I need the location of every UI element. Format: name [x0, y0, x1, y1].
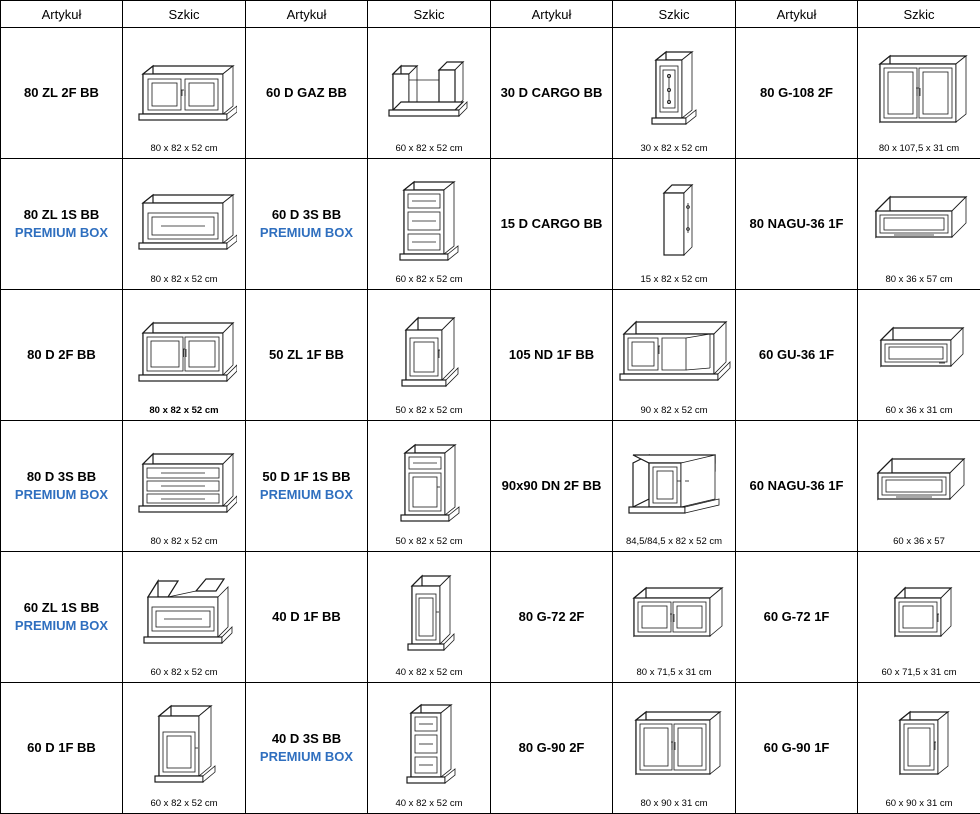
dimension-label: 30 x 82 x 52 cm [640, 144, 707, 159]
cabinet-drawing-icon [368, 34, 490, 144]
product-sketch [858, 290, 980, 421]
product-sketch [858, 552, 980, 683]
premium-box-label: PREMIUM BOX [1, 224, 122, 242]
product-name [246, 159, 368, 290]
dimension-label: 80 x 71,5 x 31 cm [637, 668, 712, 683]
product-name [246, 683, 368, 814]
dimension-label: 60 x 82 x 52 cm [395, 275, 462, 290]
product-code: 50 D 1F 1S BB [262, 469, 350, 484]
premium-box-label: PREMIUM BOX [1, 486, 122, 504]
product-code: 80 ZL 2F BB [24, 85, 99, 100]
table-header-row [1, 1, 980, 28]
cabinet-drawing-icon [368, 689, 490, 799]
cabinet-drawing-icon [858, 689, 980, 799]
product-sketch [858, 421, 980, 552]
cabinet-drawing-icon [613, 34, 735, 144]
table-row [1, 159, 980, 290]
product-name [1, 28, 123, 159]
product-sketch [613, 28, 736, 159]
column-header-article-1: Artykuł [1, 1, 123, 28]
column-header-sketch-3: Szkic [613, 1, 736, 28]
product-name [491, 290, 613, 421]
table-row [1, 421, 980, 552]
product-name [491, 421, 613, 552]
product-code: 60 G-72 1F [764, 609, 830, 624]
cabinet-drawing-icon [123, 165, 245, 275]
product-sketch [613, 159, 736, 290]
product-sketch [123, 683, 246, 814]
dimension-label: 60 x 82 x 52 cm [150, 668, 217, 683]
product-code: 80 D 2F BB [27, 347, 96, 362]
product-name [1, 552, 123, 683]
dimension-label: 50 x 82 x 52 cm [395, 406, 462, 421]
dimension-label: 40 x 82 x 52 cm [395, 668, 462, 683]
product-code: 80 ZL 1S BB [24, 207, 100, 222]
dimension-label: 80 x 82 x 52 cm [150, 275, 217, 290]
product-name [1, 290, 123, 421]
premium-box-label: PREMIUM BOX [246, 748, 367, 766]
product-name [1, 159, 123, 290]
cabinet-drawing-icon [613, 558, 735, 668]
product-name [736, 159, 858, 290]
dimension-label: 84,5/84,5 x 82 x 52 cm [626, 537, 722, 552]
product-name [246, 552, 368, 683]
cabinet-drawing-icon [368, 427, 490, 537]
dimension-label: 80 x 36 x 57 cm [885, 275, 952, 290]
premium-box-label: PREMIUM BOX [1, 617, 122, 635]
cabinet-drawing-icon [613, 165, 735, 275]
cabinet-drawing-icon [858, 165, 980, 275]
product-sketch [858, 683, 980, 814]
premium-box-label: PREMIUM BOX [246, 486, 367, 504]
product-code: 90x90 DN 2F BB [502, 478, 602, 493]
column-header-sketch-4: Szkic [858, 1, 980, 28]
cabinet-drawing-icon [368, 165, 490, 275]
product-name [736, 28, 858, 159]
dimension-label: 60 x 36 x 31 cm [885, 406, 952, 421]
product-code: 60 D 1F BB [27, 740, 96, 755]
cabinet-drawing-icon [858, 558, 980, 668]
dimension-label: 80 x 82 x 52 cm [149, 406, 218, 421]
cabinet-drawing-icon [613, 427, 735, 537]
product-code: 80 D 3S BB [27, 469, 96, 484]
product-sketch [613, 552, 736, 683]
product-name [1, 683, 123, 814]
product-code: 60 G-90 1F [764, 740, 830, 755]
dimension-label: 60 x 36 x 57 [893, 537, 945, 552]
product-code: 40 D 3S BB [272, 731, 341, 746]
product-name [736, 552, 858, 683]
dimension-label: 60 x 71,5 x 31 cm [882, 668, 957, 683]
column-header-sketch-1: Szkic [123, 1, 246, 28]
product-sketch [123, 290, 246, 421]
cabinet-drawing-icon [613, 296, 735, 406]
product-code: 80 NAGU-36 1F [750, 216, 844, 231]
dimension-label: 60 x 82 x 52 cm [150, 799, 217, 814]
dimension-label: 80 x 90 x 31 cm [640, 799, 707, 814]
dimension-label: 80 x 107,5 x 31 cm [879, 144, 959, 159]
column-header-article-3: Artykuł [491, 1, 613, 28]
cabinet-drawing-icon [368, 296, 490, 406]
dimension-label: 80 x 82 x 52 cm [150, 144, 217, 159]
product-name [491, 28, 613, 159]
premium-box-label: PREMIUM BOX [246, 224, 367, 242]
product-sketch [858, 159, 980, 290]
product-code: 15 D CARGO BB [501, 216, 603, 231]
cabinet-drawing-icon [123, 427, 245, 537]
product-sketch [368, 290, 491, 421]
product-name [1, 421, 123, 552]
product-name [491, 683, 613, 814]
product-code: 80 G-90 2F [519, 740, 585, 755]
product-name [736, 290, 858, 421]
product-sketch [368, 683, 491, 814]
product-sketch [368, 159, 491, 290]
product-code: 30 D CARGO BB [501, 85, 603, 100]
product-name [246, 421, 368, 552]
column-header-sketch-2: Szkic [368, 1, 491, 28]
product-sketch [368, 28, 491, 159]
product-sketch [368, 421, 491, 552]
product-code: 50 ZL 1F BB [269, 347, 344, 362]
product-sketch [123, 421, 246, 552]
product-code: 60 D 3S BB [272, 207, 341, 222]
product-name [246, 28, 368, 159]
product-code: 105 ND 1F BB [509, 347, 594, 362]
cabinet-drawing-icon [613, 689, 735, 799]
dimension-label: 60 x 90 x 31 cm [885, 799, 952, 814]
product-sketch [368, 552, 491, 683]
product-code: 40 D 1F BB [272, 609, 341, 624]
dimension-label: 15 x 82 x 52 cm [640, 275, 707, 290]
product-code: 60 ZL 1S BB [24, 600, 100, 615]
table-row [1, 28, 980, 159]
cabinet-drawing-icon [858, 34, 980, 144]
product-sketch [858, 28, 980, 159]
product-sketch [123, 28, 246, 159]
cabinet-drawing-icon [123, 296, 245, 406]
dimension-label: 50 x 82 x 52 cm [395, 537, 462, 552]
column-header-article-4: Artykuł [736, 1, 858, 28]
cabinet-drawing-icon [123, 558, 245, 668]
product-name [491, 159, 613, 290]
dimension-label: 90 x 82 x 52 cm [640, 406, 707, 421]
product-sketch [613, 421, 736, 552]
product-sketch [123, 552, 246, 683]
cabinet-drawing-icon [858, 427, 980, 537]
product-sketch [613, 290, 736, 421]
dimension-label: 60 x 82 x 52 cm [395, 144, 462, 159]
product-name [736, 683, 858, 814]
product-code: 60 D GAZ BB [266, 85, 347, 100]
cabinet-drawing-icon [858, 296, 980, 406]
product-sketch [123, 159, 246, 290]
product-code: 80 G-108 2F [760, 85, 833, 100]
cabinet-drawing-icon [368, 558, 490, 668]
table-row [1, 552, 980, 683]
product-sketch [613, 683, 736, 814]
table-row [1, 683, 980, 814]
product-code: 80 G-72 2F [519, 609, 585, 624]
product-name [736, 421, 858, 552]
column-header-article-2: Artykuł [246, 1, 368, 28]
product-name [246, 290, 368, 421]
product-code: 60 GU-36 1F [759, 347, 834, 362]
dimension-label: 40 x 82 x 52 cm [395, 799, 462, 814]
product-name [491, 552, 613, 683]
cabinet-drawing-icon [123, 689, 245, 799]
product-code: 60 NAGU-36 1F [750, 478, 844, 493]
cabinet-drawing-icon [123, 34, 245, 144]
table-row [1, 290, 980, 421]
dimension-label: 80 x 82 x 52 cm [150, 537, 217, 552]
